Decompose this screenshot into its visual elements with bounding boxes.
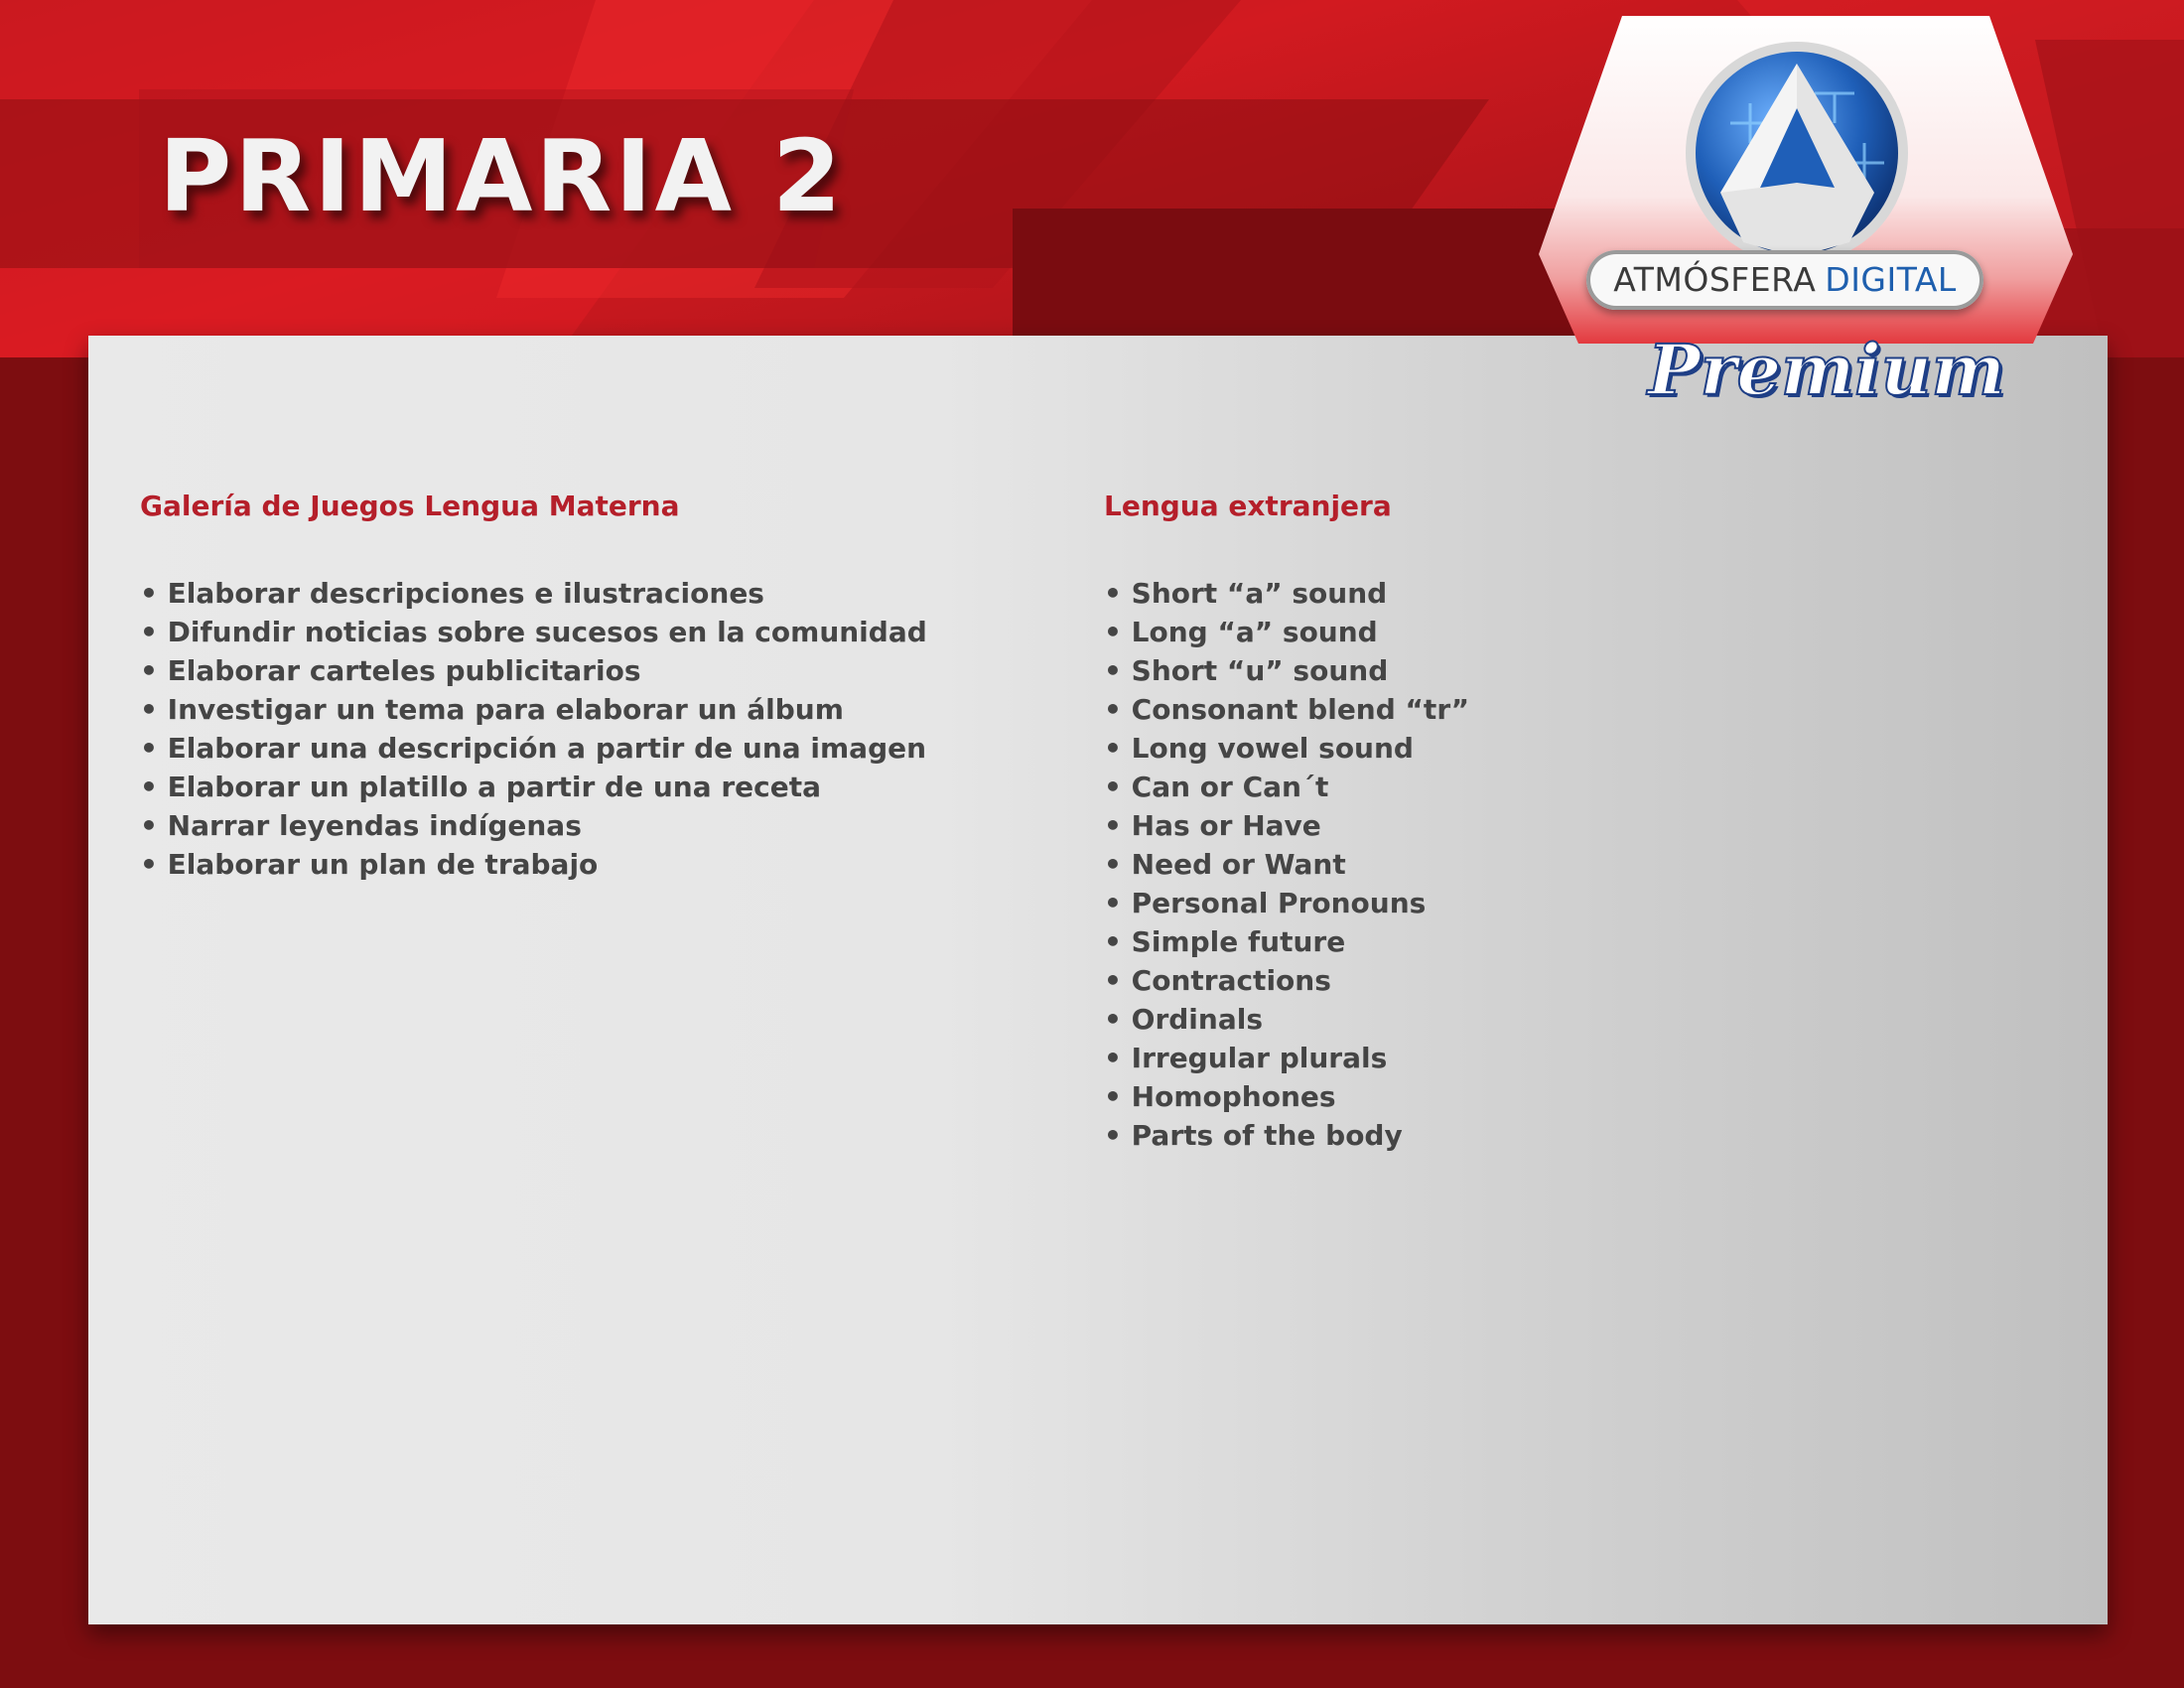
section-heading-lengua-extranjera: Lengua extranjera <box>1104 490 1392 522</box>
list-item: • Contractions <box>1104 961 1469 1000</box>
list-item: • Parts of the body <box>1104 1116 1469 1155</box>
list-item: • Investigar un tema para elaborar un álbum <box>140 690 927 729</box>
list-item: • Short “u” sound <box>1104 651 1469 690</box>
premium-tagline: Premium <box>1648 329 2005 411</box>
list-item: • Ordinals <box>1104 1000 1469 1039</box>
list-item: • Consonant blend “tr” <box>1104 690 1469 729</box>
page-title: PRIMARIA 2 <box>159 118 845 234</box>
list-item: • Short “a” sound <box>1104 574 1469 613</box>
list-item: • Need or Want <box>1104 845 1469 884</box>
list-item: • Difundir noticias sobre sucesos en la comunidad <box>140 613 927 651</box>
list-item: • Elaborar un plan de trabajo <box>140 845 927 884</box>
list-item: • Can or Can´t <box>1104 768 1469 806</box>
list-item: • Narrar leyendas indígenas <box>140 806 927 845</box>
right-section <box>1104 487 1469 1155</box>
atmosfera-digital-logo <box>1537 14 2075 344</box>
list-item: • Personal Pronouns <box>1104 884 1469 922</box>
brand-name-part2: DIGITAL <box>1825 260 1957 299</box>
list-item: • Has or Have <box>1104 806 1469 845</box>
list-item: • Elaborar descripciones e ilustraciones <box>140 574 927 613</box>
list-item: • Elaborar carteles publicitarios <box>140 651 927 690</box>
left-section <box>140 487 927 884</box>
lengua-materna-list <box>140 574 927 884</box>
brand-name-part1: ATMÓSFERA <box>1613 260 1817 299</box>
section-heading-lengua-materna: Galería de Juegos Lengua Materna <box>140 490 680 522</box>
list-item: • Elaborar un platillo a partir de una receta <box>140 768 927 806</box>
list-item: • Long “a” sound <box>1104 613 1469 651</box>
list-item: • Long vowel sound <box>1104 729 1469 768</box>
list-item: • Simple future <box>1104 922 1469 961</box>
lengua-extranjera-list <box>1104 574 1469 1155</box>
list-item: • Elaborar una descripción a partir de una imagen <box>140 729 927 768</box>
list-item: • Irregular plurals <box>1104 1039 1469 1077</box>
brand-name <box>1586 250 1983 310</box>
list-item: • Homophones <box>1104 1077 1469 1116</box>
